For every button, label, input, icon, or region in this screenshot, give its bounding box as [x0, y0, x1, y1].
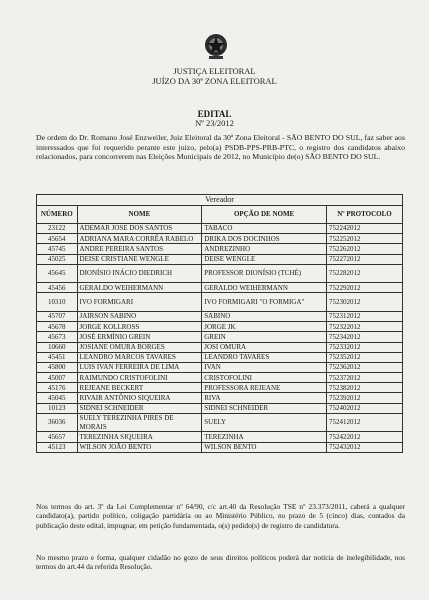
cell-opcao: PROFESSORA REJEANE — [202, 383, 327, 393]
cell-opcao: JOSI OMURA — [202, 342, 327, 352]
cell-nome: ANDRE PEREIRA SANTOS — [77, 244, 202, 254]
cell-nome: ADEMAR JOSE DOS SANTOS — [77, 224, 202, 234]
cell-nome: SIDNEI SCHNEIDER — [77, 403, 202, 413]
cell-nome: LEANDRO MARCOS TAVARES — [77, 352, 202, 362]
cell-opcao: ANDREZINHO — [202, 244, 327, 254]
col-header-numero: NÚMERO — [37, 206, 78, 224]
table-row — [37, 293, 403, 312]
cell-nome: WILSON JOÃO BENTO — [77, 442, 202, 452]
cell-protocolo: 752312012 — [326, 311, 402, 321]
cell-protocolo: 752292012 — [326, 283, 402, 293]
table-row — [37, 283, 403, 293]
cell-nome: JOSÉ ERMÍNIO GREIN — [77, 332, 202, 342]
cell-numero: 10123 — [37, 403, 78, 413]
col-header-nome: NOME — [77, 206, 202, 224]
cell-protocolo: 752342012 — [326, 332, 402, 342]
cell-protocolo: 752322012 — [326, 322, 402, 332]
cell-protocolo: 752272012 — [326, 254, 402, 264]
cell-numero: 45673 — [37, 332, 78, 342]
cell-protocolo: 752332012 — [326, 342, 402, 352]
table-row — [37, 352, 403, 362]
cell-protocolo: 752432012 — [326, 442, 402, 452]
cell-opcao: IVAN — [202, 362, 327, 372]
cell-protocolo: 752372012 — [326, 373, 402, 383]
table-row — [37, 264, 403, 283]
col-header-opcao: OPÇÃO DE NOME — [202, 206, 327, 224]
cell-numero: 45645 — [37, 264, 78, 283]
intro-paragraph: De ordem do Dr. Romano José Enzweiler, Juiz Eleitoral da 30ª Zona Eleitoral - SÃO BENTO DO SUL, faz saber aos interessados que foi requerido perante este juízo, pelo(a) PSDB-PPS-PRB-PTC, o registro dos candidatos abaixo relacionados, para concorrerem nas Eleições Municipais de 2012, no Município de(o) SÃO BENTO DO SUL. — [36, 133, 405, 162]
cell-opcao: JORGE JK — [202, 322, 327, 332]
cell-numero: 45707 — [37, 311, 78, 321]
brasao-icon — [200, 30, 232, 62]
cell-numero: 10660 — [37, 342, 78, 352]
edital-number: Nº 23/2012 — [195, 118, 234, 128]
cell-nome: IVO FORMIGARI — [77, 293, 202, 312]
table-caption: Vereador — [37, 195, 403, 206]
table-row — [37, 393, 403, 403]
cell-nome: RIVAIR ANTÔNIO SIQUEIRA — [77, 393, 202, 403]
cell-opcao: DRIKA DOS DOCINHOS — [202, 234, 327, 244]
cell-numero: 45745 — [37, 244, 78, 254]
cell-nome: TEREZINHA SIQUEIRA — [77, 432, 202, 442]
cell-opcao: GERALDO WEIHERMANN — [202, 283, 327, 293]
col-header-protocolo: Nº PROTOCOLO — [326, 206, 402, 224]
cell-numero: 45176 — [37, 383, 78, 393]
cell-protocolo: 752242012 — [326, 224, 402, 234]
table-row — [37, 403, 403, 413]
cell-opcao: CRISTOFOLINI — [202, 373, 327, 383]
cell-nome: DEISE CRISTIANE WENGLE — [77, 254, 202, 264]
cell-nome: SUELY TEREZINHA PIRES DE MORAIS — [77, 413, 202, 432]
cell-opcao: PROFESSOR DIONÍSIO (TCHÉ) — [202, 264, 327, 283]
table-row — [37, 244, 403, 254]
cell-numero: 45451 — [37, 352, 78, 362]
cell-protocolo: 752302012 — [326, 293, 402, 312]
table-row — [37, 332, 403, 342]
cell-protocolo: 752262012 — [326, 244, 402, 254]
table-row — [37, 413, 403, 432]
cell-nome: JAIRSON SABINO — [77, 311, 202, 321]
cell-protocolo: 752422012 — [326, 432, 402, 442]
table-row — [37, 224, 403, 234]
footer-paragraph-1: Nos termos do art. 3º da Lei Complementar nº 64/90, c/c art.40 da Resolução TSE nº 23.373/2011, caberá a qualquer candidato(a), partido político, coligação partidária ou ao Ministério Público, no prazo de 5 (cinco) dias, contados da publicação deste edital, impugnar, em petição fundamentada, o(s) pedido(s) de registro de candidatura. — [36, 502, 405, 530]
cell-nome: RAIMUNDO CRISTOFOLINI — [77, 373, 202, 383]
cell-opcao: SUELY — [202, 413, 327, 432]
candidates-table — [36, 194, 403, 453]
table-row — [37, 342, 403, 352]
cell-opcao: TEREZINHA — [202, 432, 327, 442]
cell-numero: 45025 — [37, 254, 78, 264]
table-row — [37, 442, 403, 452]
cell-nome: JORGE KOLLROSS — [77, 322, 202, 332]
cell-numero: 45657 — [37, 432, 78, 442]
table-row — [37, 234, 403, 244]
cell-opcao: RIVA — [202, 393, 327, 403]
table-row — [37, 383, 403, 393]
cell-protocolo: 752382012 — [326, 383, 402, 393]
footer-paragraph-2: No mesmo prazo e forma, qualquer cidadão no gozo de seus direitos políticos poderá dar notícia de inelegibilidade, nos termos do art.44 da referida Resolução. — [36, 553, 405, 572]
cell-protocolo: 752352012 — [326, 352, 402, 362]
cell-opcao: IVO FORMIGARI "O FORMIGA" — [202, 293, 327, 312]
cell-numero: 45123 — [37, 442, 78, 452]
cell-opcao: TABACO — [202, 224, 327, 234]
table-row — [37, 311, 403, 321]
cell-protocolo: 752252012 — [326, 234, 402, 244]
cell-nome: LUIS IVAN FERREIRA DE LIMA — [77, 362, 202, 372]
table-row — [37, 322, 403, 332]
cell-nome: ADRIANA MARA CORRÊA RABELO — [77, 234, 202, 244]
cell-numero: 45456 — [37, 283, 78, 293]
table-row — [37, 373, 403, 383]
cell-nome: GERALDO WEIHERMANN — [77, 283, 202, 293]
table-row — [37, 254, 403, 264]
cell-numero: 45654 — [37, 234, 78, 244]
cell-numero: 45800 — [37, 362, 78, 372]
cell-numero: 36036 — [37, 413, 78, 432]
cell-nome: REJEANE BECKERT — [77, 383, 202, 393]
header-line-2: JUÍZO DA 30ª ZONA ELEITORAL — [152, 76, 277, 86]
cell-numero: 23122 — [37, 224, 78, 234]
cell-protocolo: 752362012 — [326, 362, 402, 372]
cell-protocolo: 752392012 — [326, 393, 402, 403]
cell-nome: DIONÍSIO INÁCIO DIEDRICH — [77, 264, 202, 283]
cell-opcao: DEISE WENGLE — [202, 254, 327, 264]
cell-opcao: SIDNEI SCHNEIDER — [202, 403, 327, 413]
edital-title: EDITAL — [197, 109, 232, 119]
header-line-1: JUSTIÇA ELEITORAL — [173, 66, 256, 76]
cell-opcao: WILSON BENTO — [202, 442, 327, 452]
cell-protocolo: 752282012 — [326, 264, 402, 283]
cell-numero: 10310 — [37, 293, 78, 312]
cell-opcao: GREIN — [202, 332, 327, 342]
cell-nome: JOSIANE OMURA BORGES — [77, 342, 202, 352]
cell-numero: 45678 — [37, 322, 78, 332]
cell-protocolo: 752412012 — [326, 413, 402, 432]
cell-protocolo: 752402012 — [326, 403, 402, 413]
table-row — [37, 362, 403, 372]
cell-numero: 45007 — [37, 373, 78, 383]
cell-opcao: SABINO — [202, 311, 327, 321]
table-row — [37, 432, 403, 442]
cell-opcao: LEANDRO TAVARES — [202, 352, 327, 362]
cell-numero: 45045 — [37, 393, 78, 403]
